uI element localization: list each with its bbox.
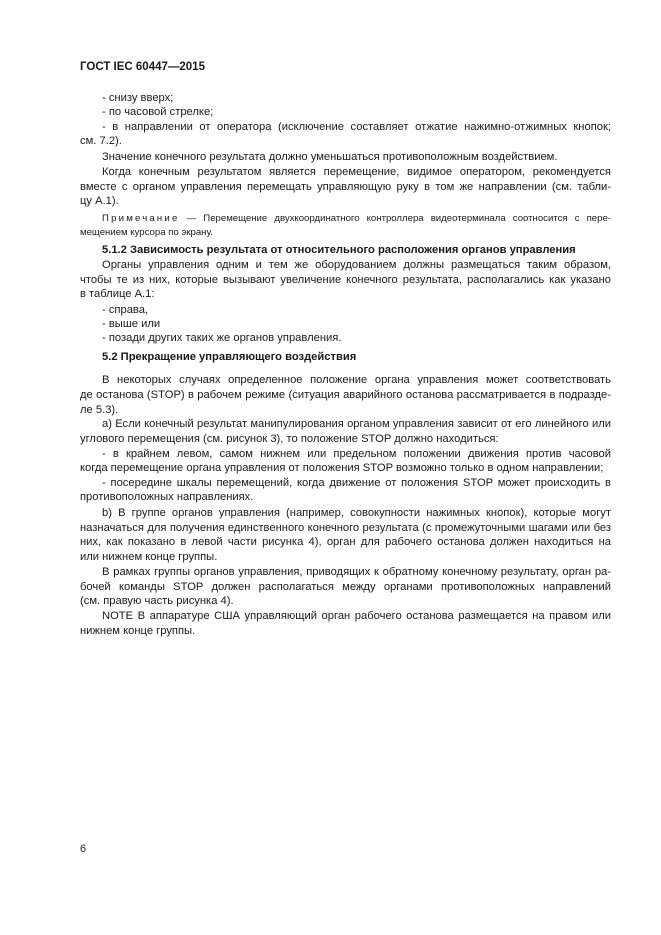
text-line: них, как показано в левой части рисунка 4), орган для рабочего останова должен находиться на	[80, 536, 611, 548]
text-line: - в направлении от оператора (исключение составляет отжатие нажимно-отжимных кнопок;	[102, 121, 611, 133]
text-line: цу А.1).	[80, 195, 119, 207]
text-line: - посередине шкалы перемещений, когда движение от положения STOP может происходить в	[102, 477, 611, 489]
text-line: NOTE В аппаратуре США управляющий орган рабочего останова размещается на правом или	[102, 610, 611, 622]
text-line: Когда конечным результатом является перемещение, видимое оператором, рекомендуется	[102, 166, 611, 178]
section-heading: 5.2 Прекращение управляющего воздействия	[102, 351, 357, 363]
text-line: нижнем конце группы.	[80, 625, 196, 637]
text-line: - по часовой стрелке;	[102, 106, 214, 118]
text-line: - снизу вверх;	[102, 92, 174, 104]
note-line	[102, 212, 611, 226]
text-line: см. 7.2).	[80, 135, 122, 147]
text-line: противоположных направлениях.	[80, 491, 254, 503]
document-header: ГОСТ IEC 60447—2015	[80, 61, 205, 73]
text-line: Органы управления одним и тем же оборудованием должны размещаться таким образом,	[102, 259, 611, 271]
text-line: назначаться для получения единственного конечного результата (с промежуточными шагами или без	[80, 522, 611, 534]
text-line: чтобы те из них, которые вызывают увеличение конечного результата, располагались как указано	[80, 274, 611, 286]
text-line: бочей команды STOP должен располагаться между органами противоположных направлений	[80, 581, 611, 593]
note-text: — Перемещение двухкоординатного контроллера видеотерминала соотносится с пере-	[186, 213, 611, 224]
text-line: b) В группе органов управления (например, совокупности нажимных кнопок), которые могут	[102, 507, 611, 519]
page-number: 6	[80, 843, 87, 855]
text-line: - в крайнем левом, самом нижнем или предельном положении движения против часовой	[102, 448, 611, 460]
text-line: - справа,	[102, 304, 149, 316]
text-line: или нижнем конце группы.	[80, 551, 218, 563]
text-line: Значение конечного результата должно уменьшаться противоположным воздействием.	[102, 151, 558, 163]
text-line: вместе с органом управления перемещать управляющую руку в том же направлении (см. табли-	[80, 181, 611, 193]
text-line: В некоторых случаях определенное положение органа управления может соответствовать	[102, 374, 611, 386]
text-line: - позади других таких же органов управления.	[102, 332, 342, 344]
text-line: в таблице А.1:	[80, 288, 155, 300]
section-heading: 5.1.2 Зависимость результата от относительного расположения органов управления	[102, 244, 576, 256]
text-line: углового перемещения (см. рисунок 3), то положение STOP должно находиться:	[80, 433, 499, 445]
note-label: Примечание	[102, 213, 180, 224]
text-line: В рамках группы органов управления, приводящих к обратному конечному результату, орган ра-	[102, 566, 611, 578]
text-line: - выше или	[102, 318, 161, 330]
text-line: ле 5.3).	[80, 404, 119, 416]
text-line: когда перемещение органа управления от положения STOP возможно только в одном направлении;	[80, 462, 604, 474]
text-line: (см. правую часть рисунка 4).	[80, 595, 234, 607]
text-line: a) Если конечный результат манипулирования органом управления зависит от его линейного или	[102, 418, 611, 430]
note-line: мещением курсора по экрану.	[80, 227, 213, 238]
text-line: де останова (STOP) в рабочем режиме (ситуация аварийного останова рассматривается в подразде-	[80, 389, 611, 401]
